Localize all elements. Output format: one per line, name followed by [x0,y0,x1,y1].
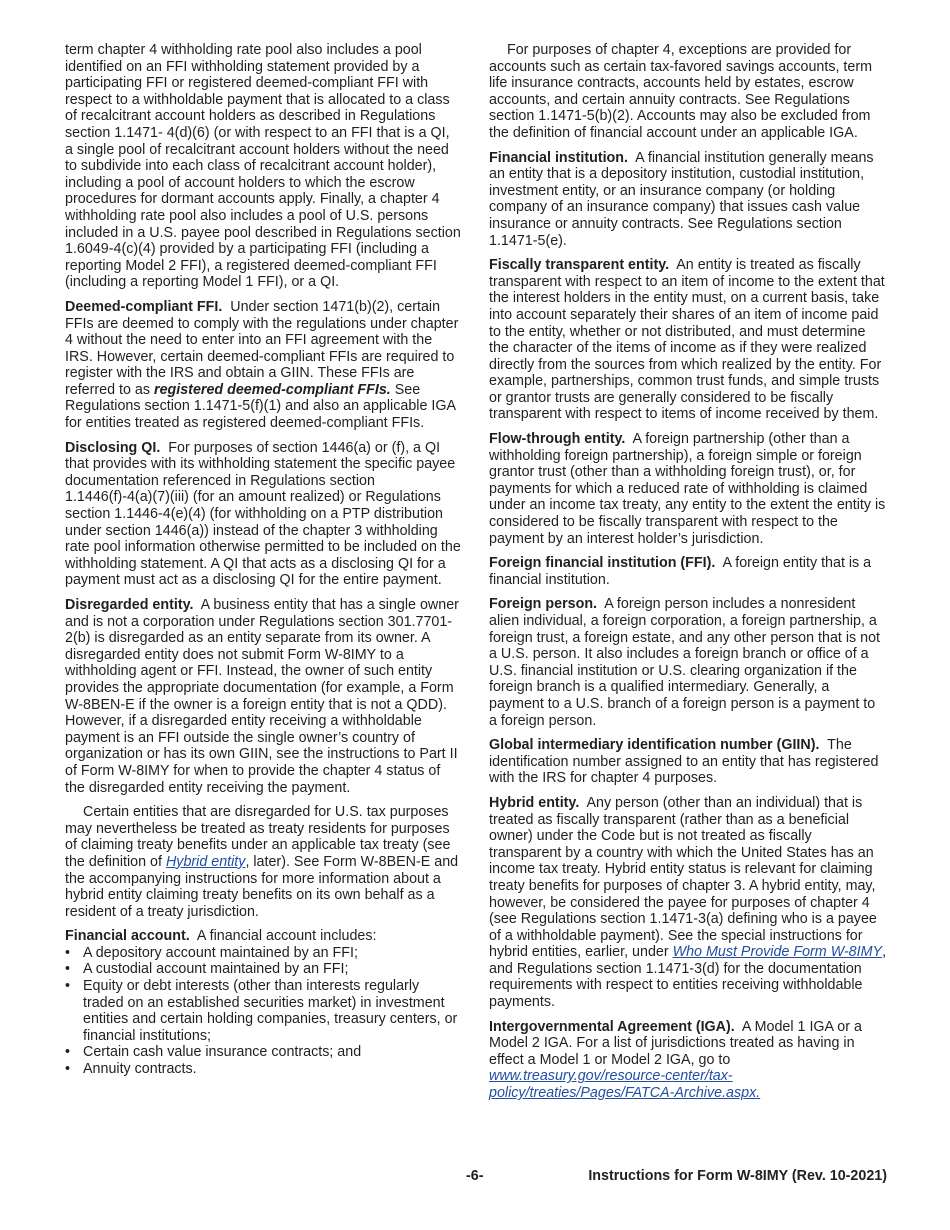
term-financial-account: Financial account. [65,928,190,945]
definition-text: A foreign partnership (other than a withholding foreign partnership), a foreign simple or foreign grantor trust (other than a withholding foreign trust), or, for payments for which a reduced rate of withholding is claimed under an income tax treaty, any entity to the extent the entity is considered to be fiscally transparent with respect to the payment by an interest holder’s jurisdiction. [489,431,886,547]
list-item: • Annuity contracts. [65,1061,461,1078]
page-number: -6- [466,1168,484,1184]
definition-disclosing-qi [65,440,461,589]
term-disregarded-entity: Disregarded entity. [65,597,194,613]
definition-text: See Regulations section 1.1471-5(f)(1) and also an applicable IGA for entities treated as registered deemed-compliant FFIs. [65,381,456,432]
list-item: • Certain cash value insurance contracts; and [65,1044,461,1061]
list-item: • Equity or debt interests (other than interests regularly traded on an established securities market) in investment entities and certain holding companies, treasury centers, or financial institutions; [65,978,461,1044]
definition-text: For purposes of section 1446(a) or (f), a QI that provides with its withholding statement the specific payee documentation referenced in Regulations section 1.1446(f)-4(a)(7)(iii) (for an amount realized) or Regulations section 1.1446-4(e)(4) (for withholding on a PTP distribution under section 1446(a)) instead of the chapter 3 withholding rate pool information otherwise permitted to be included on the withholding statement. A QI that acts as a disclosing QI for a payment must act as a disclosing QI for the entire payment. [65,439,461,589]
left-column [65,42,461,1078]
definition-text: A Model 1 IGA or a Model 2 IGA. For a list of jurisdictions treated as having in effect a Model 1 or Model 2 IGA, go to [489,1018,862,1068]
definition-iga [489,1019,887,1102]
list-item: • A depository account maintained by an FFI; [65,945,461,962]
emphasis-registered-deemed-compliant: registered deemed-compliant FFIs. [154,381,391,398]
definition-text: An entity is treated as fiscally transparent with respect to an item of income to the extent that the interest holders in the entity must, on a current basis, take into account separately their shares of an item of income paid to the entity, whether or not distributed, and must determine the character of the items of income as if they were realized directly from the sources from which realized by the entity. For example, partnerships, common trust funds, and simple trusts or grantor trusts are generally considered to be fiscally transparent with respect to items of income received by them. [489,257,885,423]
definition-financial-account [65,928,461,1077]
term-ffi: Foreign financial institution (FFI). [489,555,716,572]
paragraph-text: , later). See Form W-8BEN-E and the accompanying instructions for more information about a hybrid entity claiming treaty benefits on its own behalf as a resident of a treaty jurisdiction. [65,853,459,920]
definition-text: A foreign entity that is a financial institution. [489,555,872,588]
term-hybrid-entity: Hybrid entity. [489,794,580,811]
definition-financial-institution [489,150,887,250]
term-foreign-person: Foreign person. [489,596,598,613]
term-iga: Intergovernmental Agreement (IGA). [489,1018,735,1035]
definition-flow-through-entity [489,431,887,547]
chapter4-pool-continuation: term chapter 4 withholding rate pool also includes a pool identified on an FFI withholding statement provided by a participating FFI or registered deemed-compliant FFI with respect to a withholdable payment that is allocated to a class of recalcitrant account holders as described in Regulations section 1.1471- 4(d)(6) (or with respect to an FFI that is a QI, a single pool of recalcitrant account holders without the need to subdivide into each class of recalcitrant account holder), including a pool of account holders to which the escrow procedures for dormant accounts apply. Finally, a chapter 4 withholding rate pool also includes a pool of U.S. persons included in a U.S. payee pool described in Regulations section 1.6049-4(c)(4) provided by a participating FFI (including a reporting Model 2 FFI), a registered deemed-compliant FFI (including a reporting Model 1 FFI), or a QI. [65,42,461,291]
definition-text: A foreign person includes a nonresident alien individual, a foreign corporation, a foreign partnership, a foreign trust, a foreign estate, and any other person that is not a U.S. person. It also includes a foreign branch or office of a U.S. financial institution or U.S. clearing organization if the foreign branch is a qualified intermediary. Generally, a payment to a U.S. branch of a foreign person is a payment to a foreign person. [489,596,881,729]
treasury-fatca-link[interactable]: www.treasury.gov/resource-center/tax-policy/treaties/Pages/FATCA-Archive.aspx. [489,1068,761,1102]
footer-form-title: Instructions for Form W-8IMY (Rev. 10-2021) [588,1168,887,1184]
right-column [489,42,887,1110]
definition-text: , and Regulations section 1.1471-3(d) for the documentation requirements with respect to entities receiving withholdable payments. [489,944,887,1011]
term-flow-through-entity: Flow-through entity. [489,431,626,448]
term-disclosing-qi: Disclosing QI. [65,439,161,456]
term-giin: Global intermediary identification number (GIIN). [489,737,820,754]
definition-deemed-compliant-ffi [65,299,461,432]
definition-text: A financial account includes: [196,928,377,945]
definition-hybrid-entity [489,795,887,1011]
definition-disregarded-entity [65,597,461,796]
hybrid-entity-link[interactable]: Hybrid entity [165,853,246,870]
definition-text: Under section 1471(b)(2), certain FFIs are deemed to comply with the regulations under chapter 4 without the need to enter into an FFI agreement with the IRS. However, certain deemed-compliant FFIs are required to register with the IRS and obtain a GIIN. These FFIs are referred to as [65,298,459,398]
financial-account-list [65,945,461,1078]
definition-text: Any person (other than an individual) that is treated as fiscally transparent (rather than as a beneficial owner) under the Code but is not treated as fiscally transparent by a country with which the United States has an income tax treaty. Hybrid entity status is relevant for claiming treaty benefits for purposes of chapter 3. A hybrid entity, may, however, be considered the payee for purposes of chapter 4 (see Regulations section 1.1471-3(a) defining who is a payee of a withholdable payment). See the special instructions for hybrid entities, earlier, under [489,794,877,961]
definition-text: A financial institution generally means an entity that is a depository institution, custodial institution, investment entity, or an insurance company (or holding company of an insurance company) that issues cash value insurance or annuity contracts. See Regulations section 1.1471-5(e). [489,149,874,249]
paragraph-chapter4-exceptions: For purposes of chapter 4, exceptions are provided for accounts such as certain tax-favored savings accounts, term life insurance contracts, accounts held by estates, escrow accounts, and certain annuity contracts. See Regulations section 1.1471-5(b)(2). Accounts may also be excluded from the definition of financial account under an applicable IGA. [489,42,873,141]
term-deemed-compliant-ffi: Deemed-compliant FFI. [65,298,223,315]
paragraph-text: Certain entities that are disregarded for U.S. tax purposes may nevertheless be treated as treaty residents for purposes of claiming treaty benefits under an applicable tax treaty (see the definition of [65,804,451,870]
definition-text: The identification number assigned to an entity that has registered with the IRS for chapter 4 purposes. [489,737,879,787]
term-financial-institution: Financial institution. [489,149,628,166]
term-fiscally-transparent-entity: Fiscally transparent entity. [489,257,670,274]
definition-giin [489,737,887,787]
paragraph-certain-entities [65,804,461,920]
definition-foreign-person [489,596,887,729]
list-item: • A custodial account maintained by an FFI; [65,961,461,978]
definition-text: A business entity that has a single owner and is not a corporation under Regulations section 301.7701-2(b) is disregarded as an entity separate from its owner. A disregarded entity does not submit Form W-8IMY to a withholding agent or FFI. Instead, the owner of such entity provides the appropriate documentation (for example, a Form W-8BEN-E if the owner is a foreign entity that is not a QDD). However, if a disregarded entity receiving a withholdable payment is an FFI outside the single owner’s country of organization or has its own GIIN, see the instructions to Part II of Form W-8IMY for when to provide the chapter 4 status of the disregarded entity receiving the payment. [65,597,459,796]
who-must-provide-link[interactable]: Who Must Provide Form W-8IMY [672,944,883,961]
definition-ffi [489,555,887,588]
definition-fiscally-transparent-entity [489,257,887,423]
